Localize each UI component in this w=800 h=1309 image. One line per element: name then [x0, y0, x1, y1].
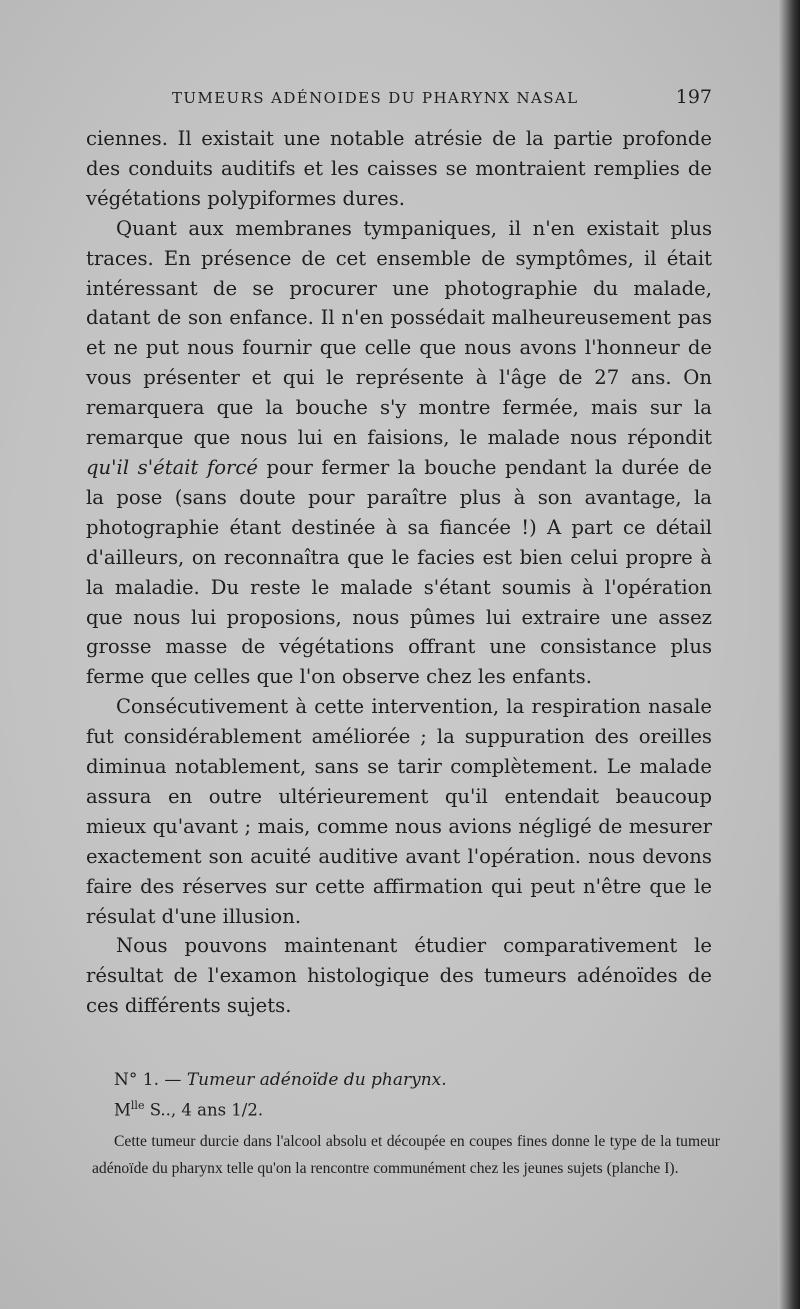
- running-title: TUMEURS ADÉNOIDES DU PHARYNX NASAL: [172, 89, 579, 107]
- paragraph-4: Nous pouvons maintenant étudier comparativement le résultat de l'examon histologique des tumeurs adénoïdes de ces différents sujets.: [86, 934, 712, 1018]
- patient-rest: S.., 4 ans 1/2.: [144, 1100, 264, 1120]
- case-heading: [114, 1067, 720, 1093]
- case-section: [92, 1067, 720, 1182]
- page-edge-shadow: [778, 0, 800, 1309]
- case-number: N° 1. —: [114, 1070, 182, 1090]
- patient-sup: lle: [130, 1099, 145, 1112]
- case-title: Tumeur adénoïde du pharynx.: [186, 1070, 447, 1090]
- paragraph-2-text-b: pour fermer la bouche pendant la durée de la pose (sans doute pour paraître plus à son avantage, la photographie étant destinée à sa fiancée !) A part ce détail d'ailleurs, on reconnaîtra que le facies est bien celui propre à la maladie. Du reste le malade s'étant soumis à l'opération que nous lui proposions, nous pûmes lui extraire une assez grosse masse de végétations offrant une consistance plus ferme que celles que l'on observe chez les enfants.: [86, 455, 712, 689]
- paragraph-3: Consécutivement à cette intervention, la respiration nasale fut considérablement améliorée ; la suppuration des oreilles diminua notablement, sans se tarir complètement. Le malade assura en outre ultérieurement qu'il entendait beaucoup mieux qu'avant ; mais, comme nous avions négligé de mesurer exactement son acuité auditive avant l'opération. nous devons faire des réserves sur cette affirmation qui peut n'être que le résulat d'une illusion.: [86, 695, 712, 928]
- page-number: 197: [675, 86, 712, 108]
- paragraph-2-italic: qu'il s'était forcé: [86, 455, 258, 479]
- paragraph-2: [86, 214, 712, 693]
- main-text: [86, 124, 712, 1021]
- patient-prefix: M: [114, 1100, 131, 1120]
- running-header: [172, 86, 712, 108]
- paragraph-2-text-a: Quant aux membranes tympaniques, il n'en existait plus traces. En présence de cet ensemble de symptômes, il était intéressant de se procurer une photographie du malade, datant de son enfance. Il n'en possédait malheureusement pas et ne put nous fournir que celle que nous avons l'honneur de vous présenter et qui le représente à l'âge de 27 ans. On remarquera que la bouche s'y montre fermée, mais sur la remarque que nous lui en faisions, le malade nous répondit: [86, 216, 712, 450]
- paragraph-1: ciennes. Il existait une notable atrésie de la partie profonde des conduits auditifs et les caisses se montraient remplies de végétations polypiformes dures.: [86, 127, 712, 210]
- case-patient: [114, 1093, 720, 1124]
- case-description: Cette tumeur durcie dans l'alcool absolu et découpée en coupes fines donne le type de la tumeur adénoïde du pharynx telle qu'on la rencontre communément chez les jeunes sujets (planche I).: [92, 1132, 720, 1177]
